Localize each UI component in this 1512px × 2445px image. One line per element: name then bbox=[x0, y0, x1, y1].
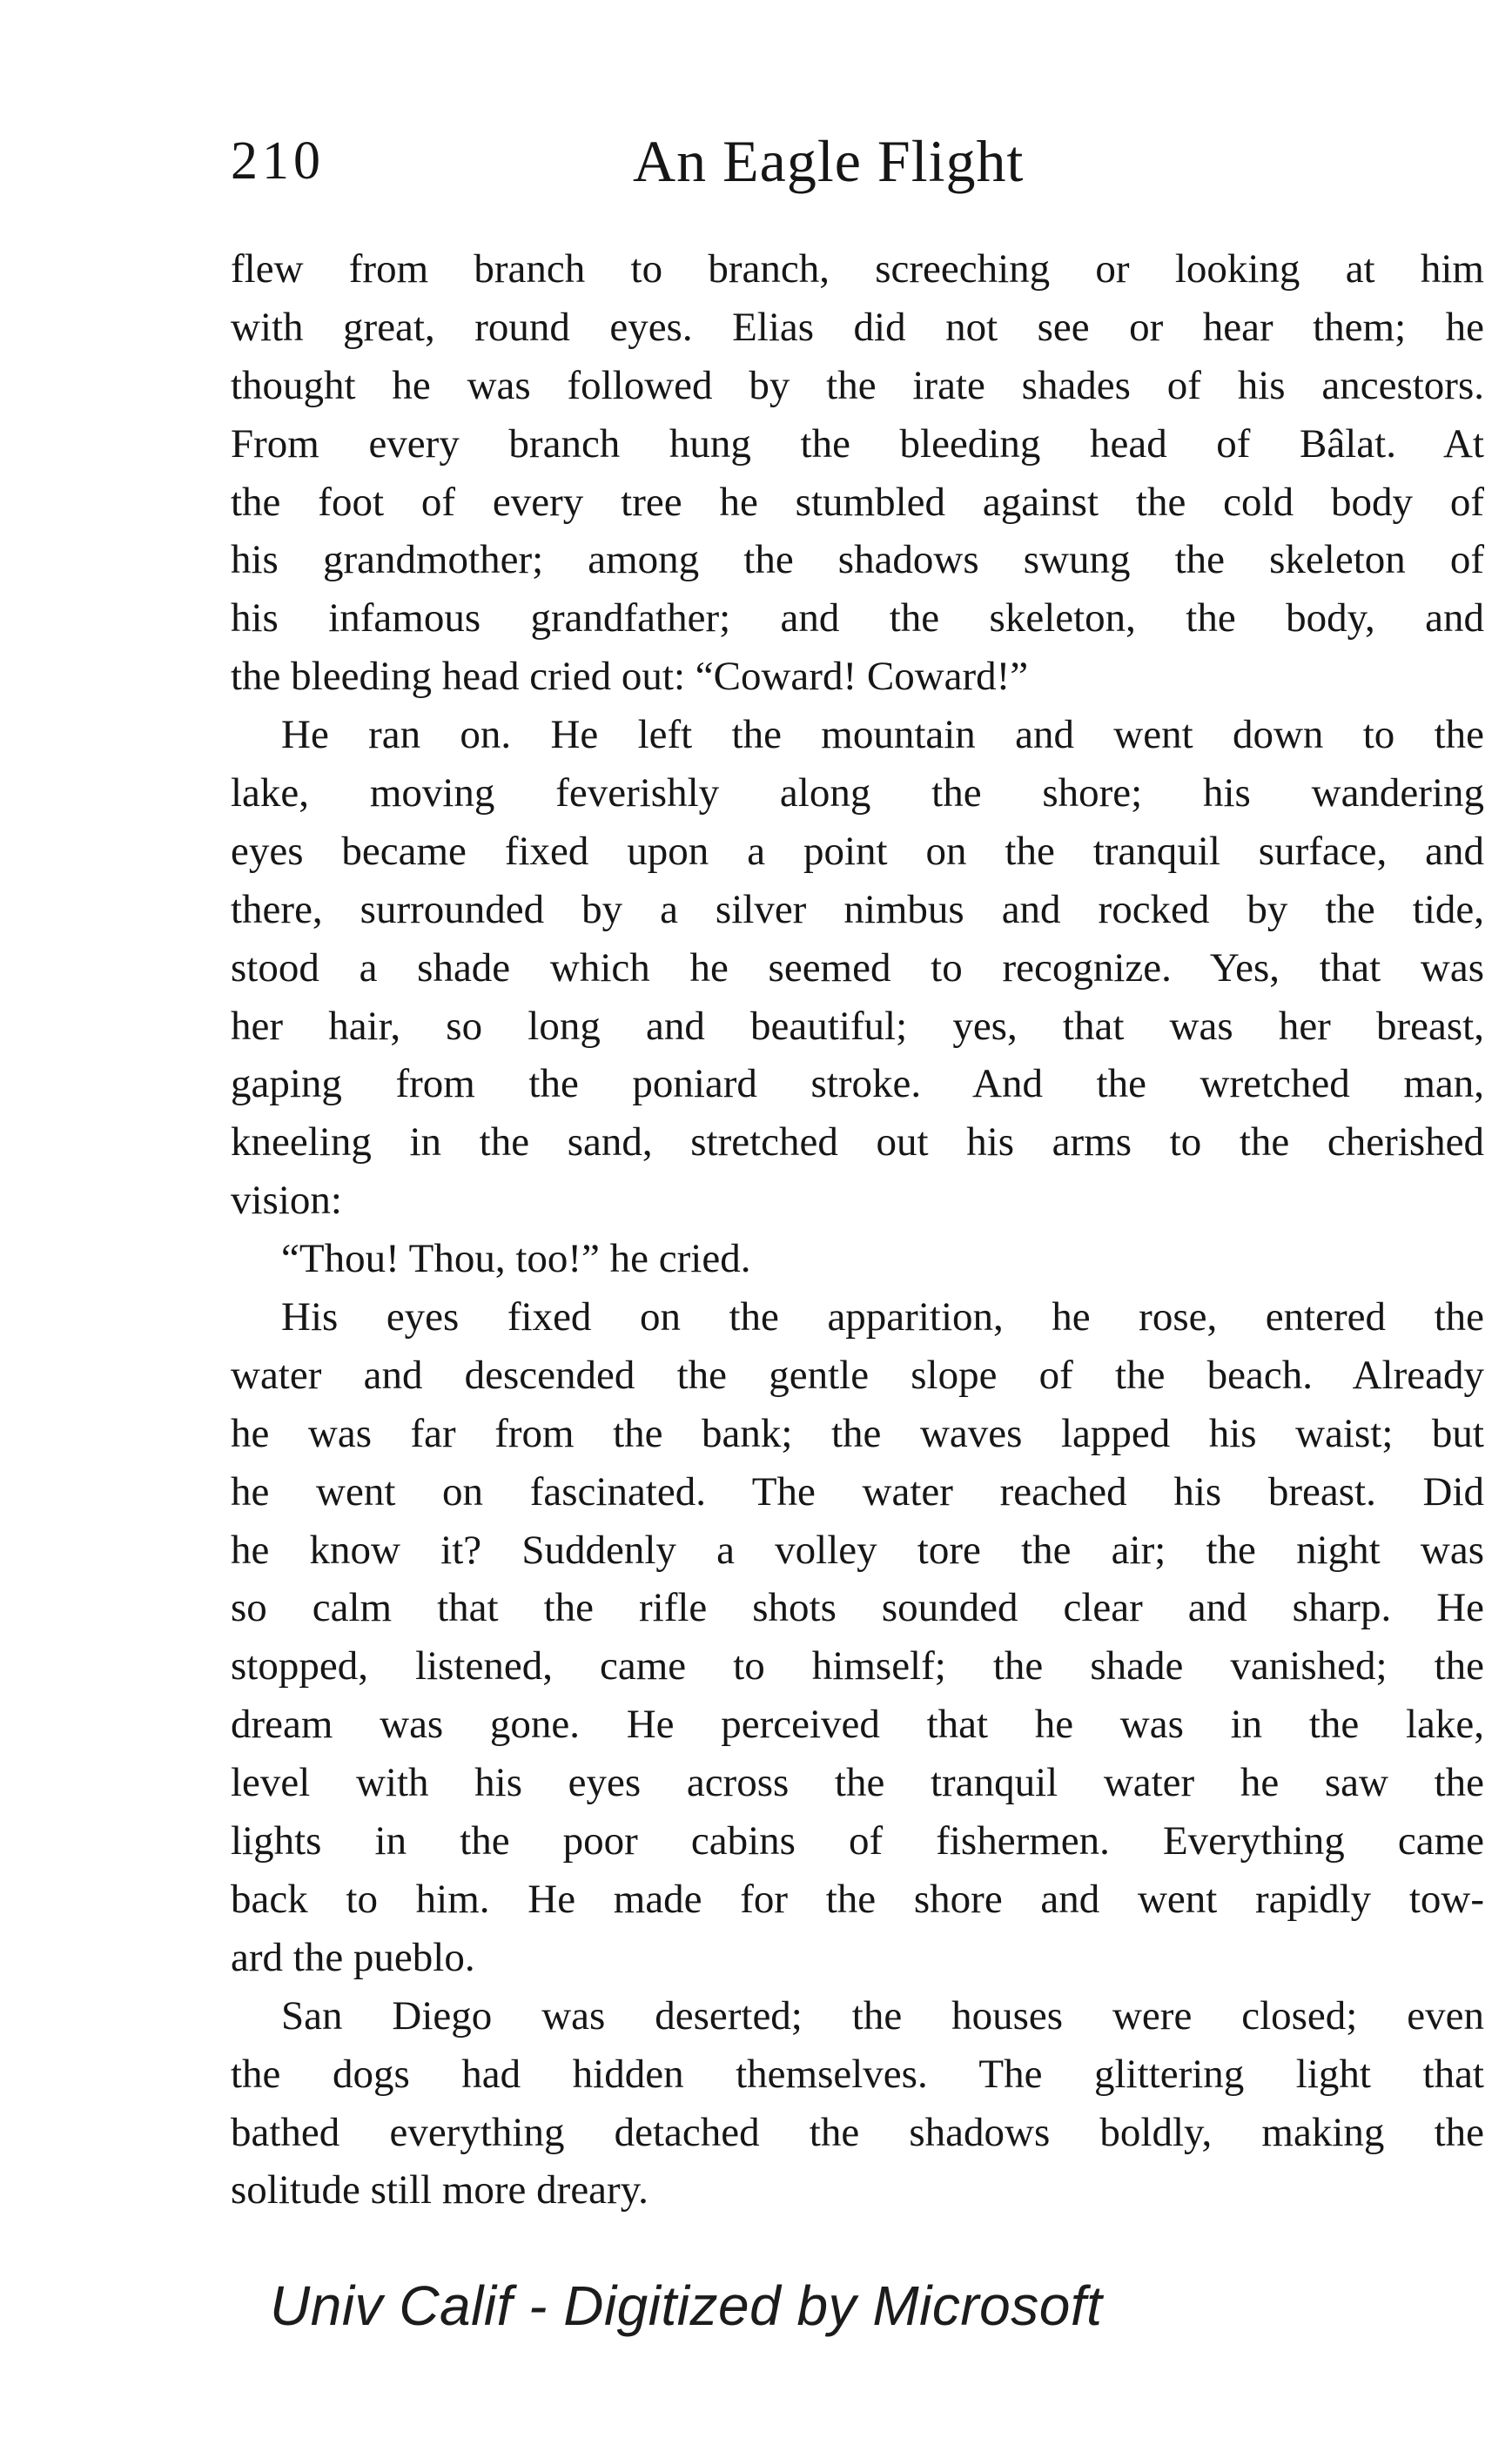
text-line: vision: bbox=[231, 1178, 342, 1224]
text-line: thought he was followed by the irate shades of his ancestors. bbox=[231, 362, 1484, 408]
text-line: He ran on. He left the mountain and went down to the bbox=[281, 712, 1484, 758]
text-line: the foot of every tree he stumbled against the cold body of bbox=[231, 479, 1484, 525]
text-line: kneeling in the sand, stretched out his arms to the cherished bbox=[231, 1119, 1484, 1165]
text-line: dream was gone. He perceived that he was in the lake, bbox=[231, 1702, 1484, 1748]
text-line: San Diego was deserted; the houses were closed; even bbox=[281, 1992, 1484, 2039]
text-line: back to him. He made for the shore and went rapidly tow- bbox=[231, 1876, 1484, 1922]
paragraph bbox=[231, 706, 1484, 1230]
text-line: the dogs had hidden themselves. The glittering light that bbox=[231, 2051, 1484, 2097]
text-line: “Thou! Thou, too!” he cried. bbox=[281, 1236, 751, 1282]
text-line: he know it? Suddenly a volley tore the air; the night was bbox=[231, 1527, 1484, 1573]
text-line: his infamous grandfather; and the skeleton, the body, and bbox=[231, 595, 1484, 641]
text-line: bathed everything detached the shadows boldly, making the bbox=[231, 2109, 1484, 2155]
paragraph bbox=[231, 1987, 1484, 2220]
text-line: lights in the poor cabins of fishermen. Everything came bbox=[231, 1818, 1484, 1864]
text-line: there, surrounded by a silver nimbus and rocked by the tide, bbox=[231, 886, 1484, 932]
text-line: lake, moving feverishly along the shore; his wandering bbox=[231, 770, 1484, 816]
text-line: her hair, so long and beautiful; yes, that was her breast, bbox=[231, 1003, 1484, 1049]
text-line: gaping from the poniard stroke. And the wretched man, bbox=[231, 1061, 1484, 1107]
running-title: An Eagle Flight bbox=[633, 128, 1025, 194]
paragraph bbox=[231, 1230, 1484, 1288]
text-line: the bleeding head cried out: “Coward! Coward!” bbox=[231, 654, 1029, 700]
text-line: his grandmother; among the shadows swung the skeleton of bbox=[231, 537, 1484, 583]
text-line: water and descended the gentle slope of the beach. Already bbox=[231, 1352, 1484, 1398]
text-line: flew from branch to branch, screeching or looking at him bbox=[231, 246, 1484, 292]
text-line: with great, round eyes. Elias did not see or hear them; he bbox=[231, 304, 1484, 350]
paragraph bbox=[231, 240, 1484, 706]
text-line: he went on fascinated. The water reached his breast. Did bbox=[231, 1468, 1484, 1515]
body-text bbox=[231, 240, 1484, 2220]
text-line: solitude still more dreary. bbox=[231, 2167, 648, 2213]
text-line: His eyes fixed on the apparition, he rose, entered the bbox=[281, 1294, 1484, 1340]
text-line: From every branch hung the bleeding head of Bâlat. At bbox=[231, 420, 1484, 467]
text-line: ard the pueblo. bbox=[231, 1934, 475, 1980]
paragraph bbox=[231, 1288, 1484, 1987]
text-line: stopped, listened, came to himself; the shade vanished; the bbox=[231, 1643, 1484, 1689]
text-line: so calm that the rifle shots sounded clear and sharp. He bbox=[231, 1585, 1484, 1631]
text-line: he was far from the bank; the waves lapped his waist; but bbox=[231, 1410, 1484, 1456]
text-line: level with his eyes across the tranquil water he saw the bbox=[231, 1760, 1484, 1806]
text-line: eyes became fixed upon a point on the tranquil surface, and bbox=[231, 828, 1484, 874]
page-number: 210 bbox=[231, 131, 325, 191]
running-head bbox=[231, 122, 1484, 200]
text-line: stood a shade which he seemed to recognize. Yes, that was bbox=[231, 944, 1484, 991]
digitization-watermark: Univ Calif - Digitized by Microsoft bbox=[270, 2274, 1103, 2337]
